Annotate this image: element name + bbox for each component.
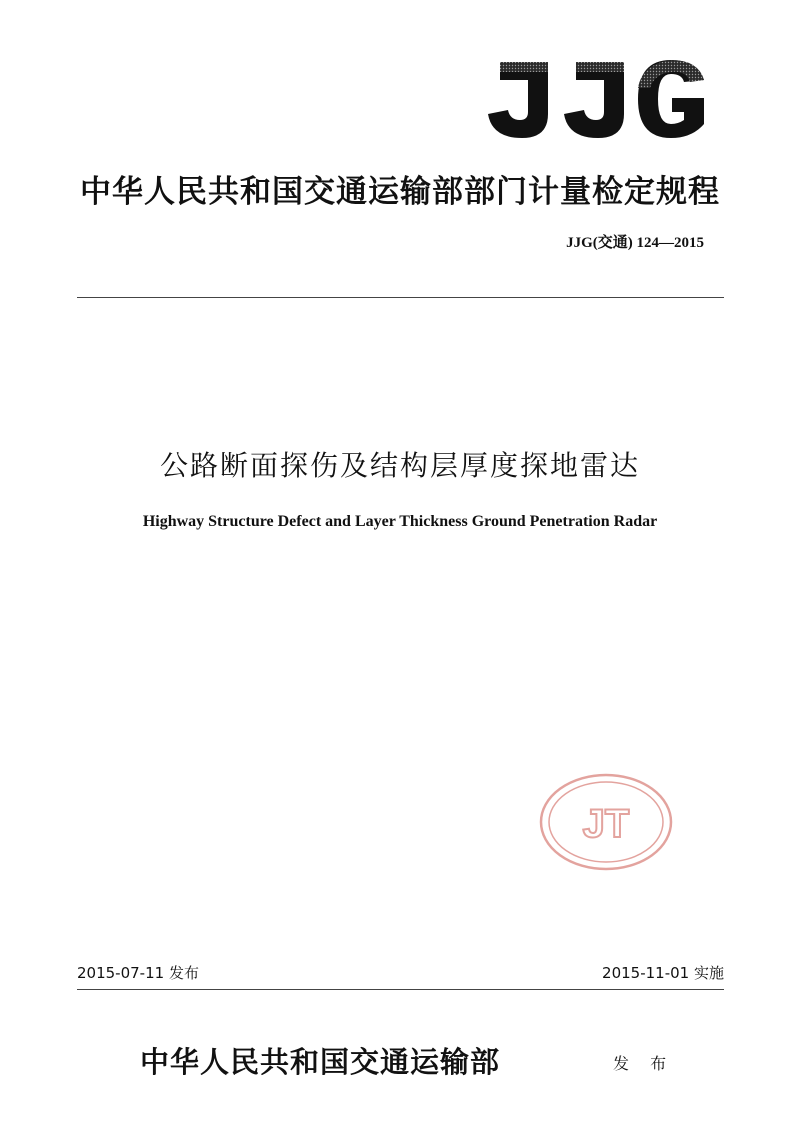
issue-date: 2015-07-11 发布: [77, 964, 199, 982]
jjg-logo: [478, 58, 708, 140]
bottom-divider: [77, 989, 724, 990]
series-title: 中华人民共和国交通运输部部门计量检定规程: [80, 174, 720, 210]
implementation-date: 2015-11-01 实施: [602, 964, 724, 982]
document-title-english: Highway Structure Defect and Layer Thickness Ground Penetration Radar: [142, 513, 658, 530]
document-title-chinese: 公路断面探伤及结构层厚度探地雷达: [159, 449, 640, 482]
publish-label: 发 布: [613, 1054, 675, 1073]
seal-text: JT: [582, 802, 630, 846]
jt-seal-graphic: [538, 772, 674, 872]
jt-seal: [538, 772, 674, 872]
top-divider: [77, 297, 724, 298]
jjg-logo-graphic: [478, 58, 708, 140]
publisher-name: 中华人民共和国交通运输部: [140, 1045, 501, 1079]
standard-code: JJG(交通) 124—2015: [566, 235, 704, 251]
